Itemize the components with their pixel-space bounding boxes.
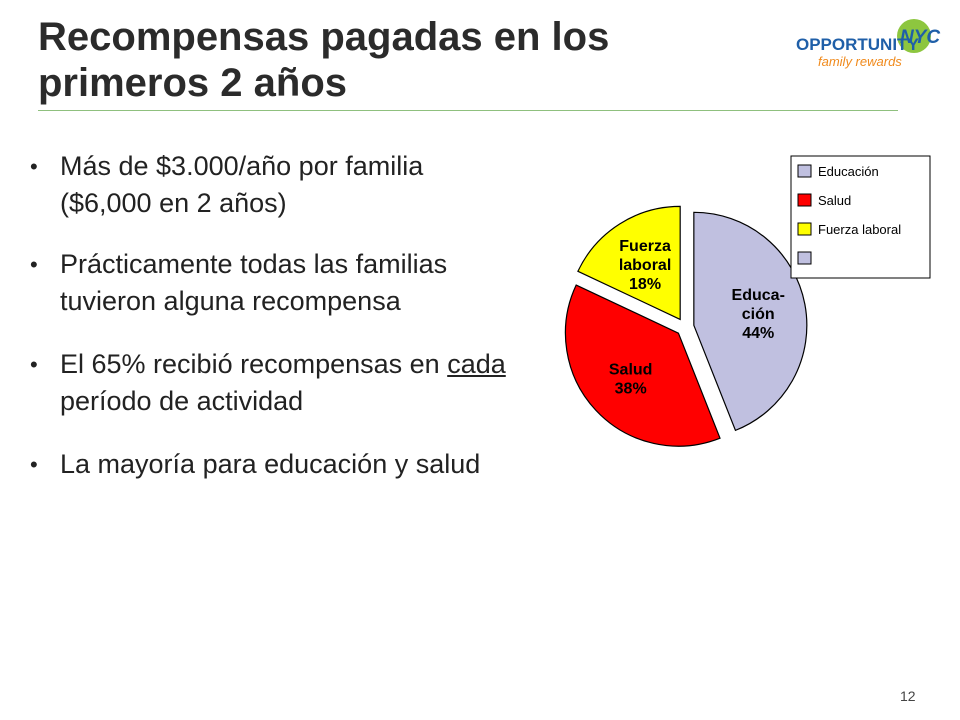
pie-slice-label: Educa- [731, 287, 785, 305]
bullet-dot-icon: • [30, 452, 38, 477]
bullet-text: Más de $3.000/año por familia ($6,000 en 2 años) [60, 151, 424, 218]
legend-label: Educación [818, 164, 879, 179]
legend-label: Salud [818, 193, 852, 208]
bullet-list [30, 148, 510, 483]
legend-label: Fuerza laboral [818, 222, 902, 237]
pie-slice-label: ción [741, 306, 775, 324]
bullet-text: La mayoría para educación y salud [60, 449, 481, 479]
pie-value-label: 18% [629, 276, 662, 294]
pie-slice-label: Fuerza [619, 238, 671, 256]
logo-nyc-text: NYC [900, 27, 941, 48]
pie-slice-label: Salud [608, 361, 653, 379]
bullet-text: Prácticamente todas las familias tuvieron alguna recompensa [60, 249, 448, 316]
logo-opportunity-text: OPPORTUNITY [796, 35, 919, 54]
bullet-text-pre: El 65% recibió recompensas en [60, 349, 448, 379]
pie-slice-label: laboral [618, 257, 672, 275]
bullet-dot-icon: • [30, 154, 38, 179]
legend-swatch [798, 252, 811, 264]
legend-swatch [798, 165, 811, 177]
legend-swatch [798, 194, 811, 206]
bullet-dot-icon: • [30, 352, 38, 377]
page-number: 12 [900, 688, 916, 704]
bullet-text-underlined: cada [447, 349, 506, 379]
pie-value-label: 44% [742, 325, 775, 343]
pie-value-label: 38% [614, 380, 647, 398]
pie-chart [550, 150, 940, 470]
bullet-item [30, 246, 510, 320]
slide-title: Recompensas pagadas en los primeros 2 años [38, 15, 610, 105]
logo-family-rewards-text: family rewards [818, 54, 902, 69]
title-divider [38, 110, 898, 111]
bullet-item [30, 346, 510, 420]
bullet-item [30, 148, 510, 222]
bullet-text-post: período de actividad [60, 386, 304, 416]
opportunity-nyc-logo [792, 12, 941, 74]
legend-swatch [798, 223, 811, 235]
bullet-item [30, 446, 510, 483]
bullet-dot-icon: • [30, 252, 38, 277]
